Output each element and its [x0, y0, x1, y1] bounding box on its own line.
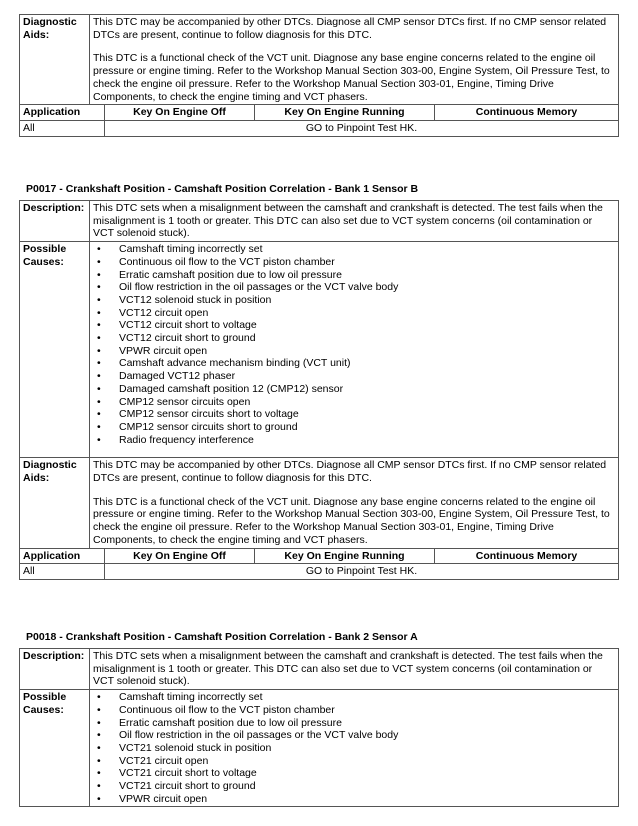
- application-header-row: [20, 548, 619, 564]
- diagnostic-aids-label: Diagnostic Aids:: [20, 15, 90, 105]
- possible-causes-list: [93, 243, 615, 446]
- possible-cause-item: • VPWR circuit open: [97, 793, 615, 806]
- description-label: Description:: [20, 201, 90, 242]
- diagnostic-aids-text: [90, 458, 619, 548]
- description-text: This DTC sets when a misalignment between the camshaft and crankshaft is detected. The test fails when the misalignment is 1 tooth or greater. This DTC can also set due to VCT system concerns (oil contamination or VCT solenoid stuck).: [90, 649, 619, 690]
- application-value-row: [20, 120, 619, 136]
- possible-causes-cell: [90, 242, 619, 458]
- description-label: Description:: [20, 649, 90, 690]
- possible-cause-item: • VCT21 circuit open: [97, 755, 615, 768]
- description-row: [20, 201, 619, 242]
- possible-cause-item: • VCT21 solenoid stuck in position: [97, 742, 615, 755]
- possible-cause-item: • Camshaft timing incorrectly set: [97, 691, 615, 704]
- application-header: Application: [20, 548, 105, 564]
- section-title-p0017: P0017 - Crankshaft Position - Camshaft Position Correlation - Bank 1 Sensor B: [26, 183, 419, 195]
- diagnostic-aids-paragraph: This DTC may be accompanied by other DTCs. Diagnose all CMP sensor DTCs first. If no CMP sensor related DTCs are present, continue to follow diagnosis for this DTC.: [93, 16, 607, 41]
- section-title-p0018: P0018 - Crankshaft Position - Camshaft Position Correlation - Bank 2 Sensor A: [26, 631, 418, 643]
- possible-cause-item: • VCT21 circuit short to ground: [97, 780, 615, 793]
- p0017-table: [19, 200, 619, 580]
- pinpoint-test-value: GO to Pinpoint Test HK.: [105, 564, 619, 580]
- diagnostic-aids-row: [20, 15, 619, 105]
- possible-cause-item: • Erratic camshaft position due to low oil pressure: [97, 269, 615, 282]
- possible-cause-item: • VCT12 solenoid stuck in position: [97, 294, 615, 307]
- application-value: All: [20, 564, 105, 580]
- possible-cause-item: • Continuous oil flow to the VCT piston chamber: [97, 256, 615, 269]
- koer-header: Key On Engine Running: [255, 105, 435, 121]
- possible-cause-item: • Oil flow restriction in the oil passages or the VCT valve body: [97, 729, 615, 742]
- diagnostic-aids-paragraph: This DTC is a functional check of the VCT unit. Diagnose any base engine concerns related to the engine oil pressure or engine timing. Refer to the Workshop Manual Section 303-00, Engine System, Oil Pressure Test, to check the engine oil pressure. Refer to the Workshop Manual Section 303-01, Engine, Timing Drive Components, to check the engine timing and VCT phasers.: [93, 495, 610, 546]
- possible-cause-item: • Camshaft timing incorrectly set: [97, 243, 615, 256]
- possible-cause-item: • VCT21 circuit short to voltage: [97, 767, 615, 780]
- possible-cause-item: • VPWR circuit open: [97, 345, 615, 358]
- application-header-row: [20, 105, 619, 121]
- possible-cause-item: • VCT12 circuit open: [97, 307, 615, 320]
- possible-causes-row: [20, 690, 619, 807]
- pinpoint-test-value: GO to Pinpoint Test HK.: [105, 120, 619, 136]
- application-value-row: [20, 564, 619, 580]
- description-row: [20, 649, 619, 690]
- diagnostic-aids-paragraph: This DTC is a functional check of the VCT unit. Diagnose any base engine concerns related to the engine oil pressure or engine timing. Refer to the Workshop Manual Section 303-00, Engine System, Oil Pressure Test, to check the engine oil pressure. Refer to the Workshop Manual Section 303-01, Engine, Timing Drive Components, to check the engine timing and VCT phasers.: [93, 52, 610, 103]
- possible-causes-cell: [90, 690, 619, 807]
- possible-cause-item: • CMP12 sensor circuits short to voltage: [97, 408, 615, 421]
- continuous-memory-header: Continuous Memory: [435, 548, 619, 564]
- koeo-header: Key On Engine Off: [105, 548, 255, 564]
- possible-cause-item: • Oil flow restriction in the oil passages or the VCT valve body: [97, 281, 615, 294]
- possible-cause-item: • Damaged camshaft position 12 (CMP12) sensor: [97, 383, 615, 396]
- continuous-memory-header: Continuous Memory: [435, 105, 619, 121]
- description-text: This DTC sets when a misalignment between the camshaft and crankshaft is detected. The test fails when the misalignment is 1 tooth or greater. This DTC can also set due to VCT system concerns (oil contamination or VCT solenoid stuck).: [90, 201, 619, 242]
- possible-cause-item: • VCT12 circuit short to voltage: [97, 319, 615, 332]
- possible-cause-item: • VCT12 circuit short to ground: [97, 332, 615, 345]
- possible-cause-item: • CMP12 sensor circuits open: [97, 396, 615, 409]
- possible-causes-list: [93, 691, 615, 805]
- possible-cause-item: • Continuous oil flow to the VCT piston chamber: [97, 704, 615, 717]
- p0018-table: [19, 648, 619, 807]
- possible-causes-label: Possible Causes:: [20, 690, 90, 807]
- diagnostic-aids-paragraph: This DTC may be accompanied by other DTCs. Diagnose all CMP sensor DTCs first. If no CMP sensor related DTCs are present, continue to follow diagnosis for this DTC.: [93, 459, 607, 485]
- diagnostic-aids-label: Diagnostic Aids:: [20, 458, 90, 548]
- diagnostic-aids-text: [90, 15, 619, 105]
- possible-causes-label: Possible Causes:: [20, 242, 90, 458]
- top-dtc-table: [19, 14, 619, 137]
- possible-cause-item: • Erratic camshaft position due to low oil pressure: [97, 717, 615, 730]
- koer-header: Key On Engine Running: [255, 548, 435, 564]
- application-value: All: [20, 120, 105, 136]
- koeo-header: Key On Engine Off: [105, 105, 255, 121]
- possible-causes-row: [20, 242, 619, 458]
- application-header: Application: [20, 105, 105, 121]
- possible-cause-item: • Camshaft advance mechanism binding (VCT unit): [97, 357, 615, 370]
- possible-cause-item: • Damaged VCT12 phaser: [97, 370, 615, 383]
- possible-cause-item: • Radio frequency interference: [97, 434, 615, 447]
- diagnostic-aids-row: [20, 458, 619, 548]
- possible-cause-item: • CMP12 sensor circuits short to ground: [97, 421, 615, 434]
